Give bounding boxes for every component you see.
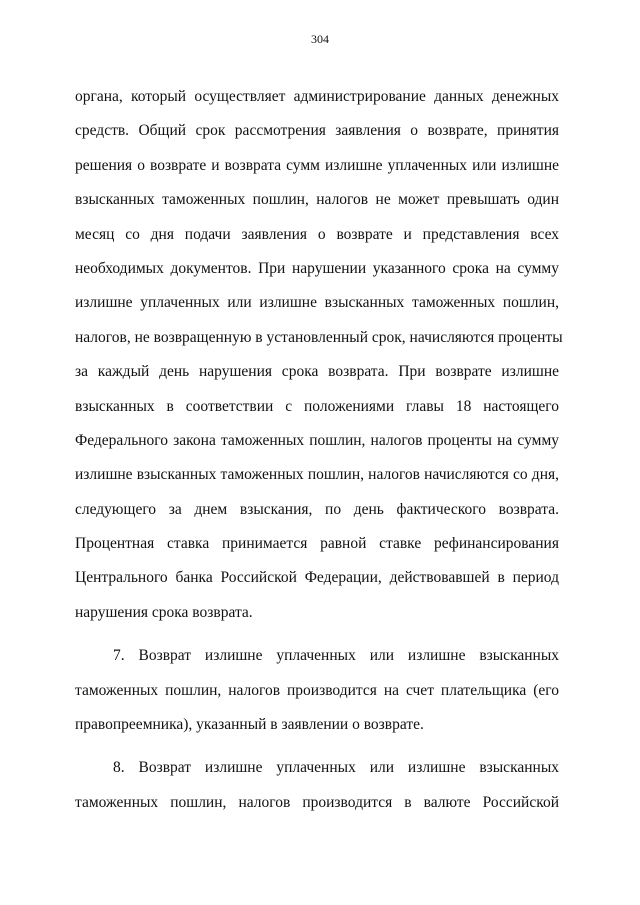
paragraph-item-8: [75, 755, 559, 824]
text-line: органа, который осуществляет администрирование данных денежных: [75, 88, 559, 105]
text-line: взысканных таможенных пошлин, налогов не может превышать один: [75, 191, 559, 209]
page-number: 304: [311, 32, 329, 46]
paragraph-gap: [75, 746, 559, 755]
text-line: необходимых документов. При нарушении указанного срока на сумму: [75, 259, 559, 277]
text-line: Федерального закона таможенных пошлин, налогов проценты на сумму: [75, 431, 559, 449]
text-line: налогов, не возвращенную в установленный срок, начисляются проценты: [75, 328, 563, 346]
text-line: взысканных в соответствии с положениями главы 18 настоящего: [75, 397, 559, 415]
text-line: следующего за днем взыскания, по день фактического возврата.: [75, 500, 559, 518]
text-line: Центрального банка Российской Федерации, действовавшей в период: [75, 569, 559, 587]
text-line: правопреемника), указанный в заявлении о возврате.: [75, 716, 424, 734]
text-line: средств. Общий срок рассмотрения заявления о возврате, принятия: [75, 122, 559, 140]
text-line: 7. Возврат излишне уплаченных или излишне взысканных: [113, 647, 559, 665]
text-line: нарушения срока возврата.: [75, 603, 253, 621]
paragraph-continuation: [75, 84, 563, 634]
text-line: решения о возврате и возврата сумм излишне уплаченных или излишне: [75, 156, 559, 174]
text-line: таможенных пошлин, налогов производится на счет плательщика (его: [75, 681, 559, 699]
text-line: месяц со дня подачи заявления о возврате и представления всех: [75, 225, 559, 243]
text-line: излишне взысканных таможенных пошлин, налогов начисляются со дня,: [75, 466, 559, 484]
paragraph-item-7: [75, 643, 559, 746]
text-line: 8. Возврат излишне уплаченных или излишне взысканных: [113, 759, 559, 777]
text-line: излишне уплаченных или излишне взысканных таможенных пошлин,: [75, 294, 559, 312]
text-line: таможенных пошлин, налогов производится в валюте Российской: [75, 793, 559, 811]
paragraph-gap: [75, 634, 559, 643]
document-body: [75, 84, 563, 824]
text-line: за каждый день нарушения срока возврата. При возврате излишне: [75, 363, 559, 381]
text-line: Процентная ставка принимается равной ставке рефинансирования: [75, 535, 559, 553]
